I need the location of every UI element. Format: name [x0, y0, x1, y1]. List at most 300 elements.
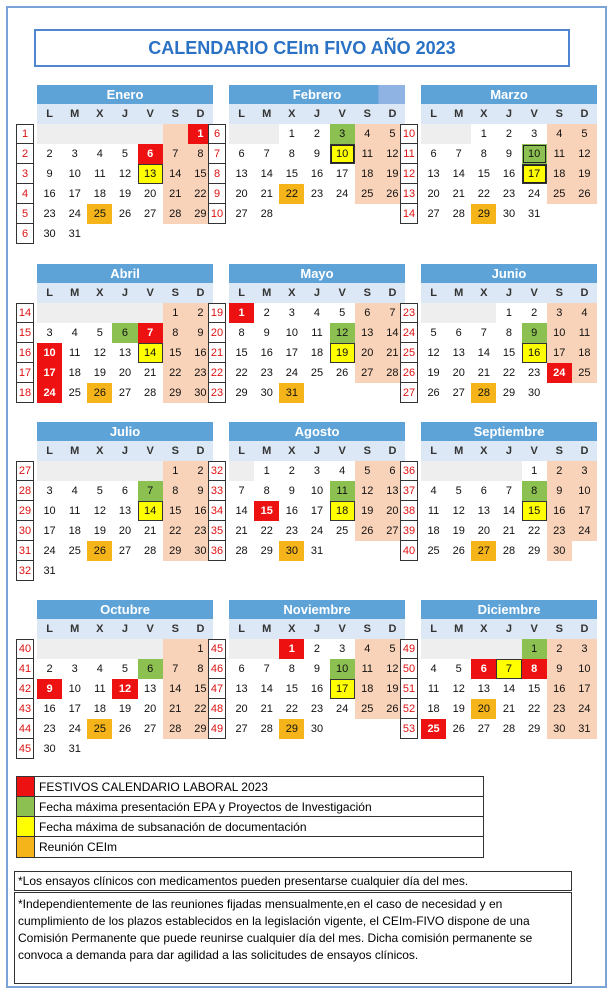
day-cell: 23 — [43, 723, 56, 735]
weekday-label: M — [262, 108, 272, 120]
weekday-label: J — [313, 623, 321, 635]
day-cell: 9 — [188, 323, 213, 343]
day-cell: 2 — [313, 643, 321, 655]
day-cell: 21 — [260, 703, 273, 715]
day-cell: 17 — [522, 164, 547, 184]
day-cell: 12 — [355, 481, 380, 501]
day-grid — [421, 124, 597, 224]
day-cell: 1 — [522, 639, 547, 659]
empty-day — [471, 303, 496, 323]
day-cell: 8 — [188, 659, 213, 679]
day-cell: 12 — [380, 659, 405, 679]
weekday-label: S — [171, 445, 179, 457]
day-cell: 19 — [452, 525, 465, 537]
day-cell: 19 — [452, 703, 465, 715]
legend-swatch — [17, 837, 35, 857]
day-cell: 24 — [528, 188, 541, 200]
day-cell: 16 — [188, 343, 213, 363]
weekday-label: M — [262, 287, 272, 299]
empty-day — [229, 124, 254, 144]
week-number: 14 — [400, 204, 418, 224]
empty-day — [229, 461, 254, 481]
empty-day — [37, 124, 62, 144]
day-cell: 7 — [238, 485, 245, 497]
day-cell: 2 — [313, 128, 321, 140]
day-cell: 25 — [336, 525, 349, 537]
day-cell: 5 — [339, 307, 346, 319]
day-cell: 17 — [572, 679, 597, 699]
day-cell: 25 — [355, 184, 380, 204]
month-marzo — [421, 85, 597, 224]
day-cell: 9 — [46, 168, 53, 180]
day-cell: 5 — [572, 124, 597, 144]
day-cell: 27 — [380, 521, 405, 541]
day-cell: 2 — [46, 663, 53, 675]
day-cell: 21 — [144, 525, 157, 537]
day-cell: 14 — [477, 347, 490, 359]
day-cell: 3 — [572, 461, 597, 481]
day-cell: 10 — [330, 144, 355, 164]
day-cell: 15 — [528, 683, 541, 695]
day-cell: 5 — [380, 124, 405, 144]
week-number: 11 — [400, 144, 418, 164]
day-cell: 12 — [118, 168, 132, 180]
day-cell: 12 — [452, 505, 465, 517]
weekday-label: V — [530, 445, 538, 457]
day-cell: 25 — [547, 184, 572, 204]
day-cell: 9 — [522, 323, 547, 343]
day-cell: 10 — [522, 144, 547, 164]
day-cell: 6 — [455, 327, 462, 339]
day-cell: 24 — [336, 188, 349, 200]
day-cell: 25 — [355, 699, 380, 719]
day-cell: 3 — [46, 485, 53, 497]
day-cell: 22 — [528, 703, 541, 715]
day-cell: 14 — [138, 343, 163, 363]
day-cell: 9 — [263, 327, 270, 339]
weekday-label: J — [313, 445, 321, 457]
day-cell: 27 — [144, 723, 157, 735]
day-cell: 14 — [260, 683, 273, 695]
day-cell: 21 — [502, 703, 516, 715]
empty-day — [112, 303, 137, 323]
day-cell: 6 — [121, 485, 129, 497]
day-cell: 20 — [471, 699, 496, 719]
day-cell: 29 — [188, 204, 213, 224]
day-cell: 5 — [121, 663, 129, 675]
empty-day — [62, 124, 87, 144]
week-number: 36 — [400, 461, 418, 481]
day-cell: 11 — [94, 683, 106, 695]
week-number: 12 — [400, 164, 418, 184]
day-cell: 2 — [188, 461, 213, 481]
day-cell: 27 — [118, 387, 132, 399]
day-cell: 28 — [163, 204, 188, 224]
day-cell: 3 — [531, 128, 538, 140]
day-cell: 26 — [87, 383, 112, 403]
week-number: 37 — [400, 481, 418, 501]
week-number: 35 — [208, 521, 226, 541]
day-cell: 13 — [235, 683, 248, 695]
day-cell: 16 — [547, 501, 572, 521]
empty-day — [446, 639, 471, 659]
day-cell: 30 — [547, 541, 572, 561]
week-number: 15 — [16, 323, 34, 343]
week-numbers — [400, 461, 418, 561]
weekday-label: V — [338, 287, 346, 299]
month-agosto — [229, 422, 405, 561]
day-cell: 11 — [355, 144, 380, 164]
weekday-label: M — [70, 287, 80, 299]
weekday-label: S — [363, 623, 371, 635]
week-number: 32 — [16, 561, 34, 581]
day-cell: 13 — [118, 505, 132, 517]
week-numbers — [208, 303, 226, 403]
day-cell: 29 — [163, 541, 188, 561]
day-cell: 28 — [260, 723, 273, 735]
day-cell: 2 — [547, 461, 572, 481]
week-number: 16 — [16, 343, 34, 363]
week-number: 9 — [208, 184, 226, 204]
day-cell: 26 — [118, 208, 132, 220]
day-cell: 3 — [288, 307, 295, 319]
day-cell: 25 — [68, 387, 81, 399]
week-number: 46 — [208, 659, 226, 679]
day-cell: 23 — [547, 699, 572, 719]
day-cell: 27 — [471, 541, 496, 561]
weekday-label: D — [388, 623, 397, 635]
week-number: 4 — [16, 184, 34, 204]
day-cell: 19 — [330, 343, 355, 363]
weekday-label: V — [146, 445, 154, 457]
day-cell: 8 — [263, 485, 270, 497]
empty-day — [62, 639, 87, 659]
day-cell: 7 — [263, 663, 270, 675]
day-cell: 26 — [355, 521, 380, 541]
day-cell: 28 — [144, 545, 157, 557]
day-cell: 30 — [310, 723, 324, 735]
day-cell: 27 — [235, 723, 248, 735]
day-cell: 10 — [310, 485, 324, 497]
weekday-label: M — [70, 623, 80, 635]
day-grid — [421, 303, 597, 403]
day-cell: 24 — [43, 545, 56, 557]
day-cell: 24 — [572, 699, 597, 719]
day-cell: 5 — [455, 663, 462, 675]
day-cell: 26 — [452, 723, 465, 735]
day-cell: 5 — [355, 461, 380, 481]
day-cell: 16 — [43, 188, 56, 200]
week-number: 13 — [400, 184, 418, 204]
day-cell: 3 — [71, 663, 78, 675]
day-cell: 4 — [71, 485, 78, 497]
week-number: 6 — [208, 124, 226, 144]
day-cell: 30 — [188, 383, 213, 403]
day-cell: 4 — [355, 639, 380, 659]
weekday-header — [229, 104, 405, 124]
weekday-label: V — [146, 108, 154, 120]
day-cell: 20 — [144, 703, 157, 715]
month-title: Julio — [37, 422, 213, 441]
week-number: 27 — [400, 383, 418, 403]
day-cell: 21 — [502, 525, 516, 537]
weekday-label: J — [505, 108, 513, 120]
day-cell: 31 — [528, 208, 541, 220]
day-cell: 11 — [547, 144, 572, 164]
day-cell: 24 — [547, 363, 572, 383]
weekday-label: L — [46, 287, 53, 299]
empty-day — [37, 461, 62, 481]
weekday-header — [421, 104, 597, 124]
day-cell: 11 — [427, 683, 440, 695]
month-title: Agosto — [229, 422, 405, 441]
day-cell: 20 — [452, 367, 465, 379]
week-numbers — [208, 461, 226, 561]
day-cell: 4 — [96, 148, 103, 160]
weekday-label: S — [171, 108, 179, 120]
weekday-header — [229, 619, 405, 639]
day-cell: 8 — [163, 323, 188, 343]
weekday-label: D — [196, 287, 205, 299]
day-cell: 9 — [188, 481, 213, 501]
week-number: 45 — [16, 739, 34, 759]
weekday-label: D — [580, 623, 589, 635]
day-cell: 7 — [138, 481, 163, 501]
empty-day — [471, 461, 496, 481]
day-cell: 18 — [427, 525, 440, 537]
day-cell: 8 — [163, 481, 188, 501]
day-cell: 14 — [163, 164, 188, 184]
weekday-label: X — [288, 108, 296, 120]
day-cell: 8 — [238, 327, 245, 339]
day-cell: 20 — [477, 525, 490, 537]
day-cell: 13 — [477, 505, 490, 517]
weekday-header — [37, 619, 213, 639]
weekday-label: X — [96, 287, 104, 299]
day-cell: 28 — [260, 208, 273, 220]
weekday-label: M — [454, 287, 464, 299]
weekday-label: S — [555, 445, 563, 457]
legend-swatch — [17, 817, 35, 836]
week-number: 17 — [16, 363, 34, 383]
day-cell: 15 — [188, 164, 213, 184]
day-cell: 2 — [531, 307, 538, 319]
day-cell: 22 — [477, 188, 490, 200]
day-cell: 25 — [310, 367, 324, 379]
week-number: 1 — [16, 124, 34, 144]
day-cell: 17 — [547, 343, 572, 363]
day-cell: 7 — [163, 144, 188, 164]
week-number: 7 — [208, 144, 226, 164]
day-cell: 31 — [310, 545, 324, 557]
day-cell: 17 — [285, 347, 298, 359]
weekday-label: X — [96, 108, 104, 120]
day-cell: 18 — [310, 347, 324, 359]
day-cell: 16 — [310, 683, 324, 695]
weekday-label: D — [388, 445, 397, 457]
day-cell: 4 — [430, 485, 437, 497]
weekday-label: D — [580, 108, 589, 120]
day-cell: 17 — [68, 703, 81, 715]
day-cell: 6 — [430, 148, 437, 160]
day-cell: 5 — [96, 485, 103, 497]
week-number: 45 — [208, 639, 226, 659]
day-cell: 10 — [68, 683, 81, 695]
day-cell: 13 — [144, 683, 157, 695]
day-cell: 10 — [547, 323, 572, 343]
day-cell: 30 — [528, 387, 541, 399]
day-cell: 20 — [118, 367, 132, 379]
legend-swatch — [17, 777, 35, 796]
day-grid — [229, 303, 405, 403]
day-cell: 13 — [452, 347, 465, 359]
weekday-label: X — [480, 287, 488, 299]
day-cell: 12 — [93, 505, 106, 517]
week-number: 20 — [208, 323, 226, 343]
legend-label: Reunión CEIm — [39, 840, 118, 854]
weekday-label: M — [70, 108, 80, 120]
weekday-label: D — [580, 445, 589, 457]
day-cell: 14 — [380, 323, 405, 343]
day-cell: 25 — [427, 545, 440, 557]
day-cell: 13 — [118, 347, 132, 359]
week-number: 33 — [208, 481, 226, 501]
empty-day — [37, 303, 62, 323]
day-cell: 2 — [263, 307, 270, 319]
day-cell: 12 — [452, 683, 465, 695]
day-cell: 18 — [355, 164, 380, 184]
month-title: Marzo — [421, 85, 597, 104]
day-cell: 11 — [69, 505, 81, 517]
day-cell: 1 — [263, 465, 270, 477]
day-cell: 27 — [118, 545, 132, 557]
day-cell: 26 — [452, 545, 465, 557]
day-cell: 14 — [502, 505, 516, 517]
day-cell: 12 — [380, 144, 405, 164]
weekday-label: L — [430, 623, 437, 635]
weekday-label: D — [388, 287, 397, 299]
day-cell: 1 — [480, 128, 487, 140]
weekday-label: M — [454, 108, 464, 120]
empty-day — [87, 461, 112, 481]
week-number: 23 — [208, 383, 226, 403]
weekday-label: X — [480, 445, 488, 457]
empty-day — [163, 639, 188, 659]
weekday-label: S — [171, 287, 179, 299]
weekday-label: D — [388, 108, 397, 120]
empty-day — [421, 639, 446, 659]
day-cell: 18 — [547, 164, 572, 184]
day-cell: 7 — [455, 148, 462, 160]
day-cell: 26 — [380, 699, 405, 719]
day-cell: 3 — [572, 639, 597, 659]
month-title: Octubre — [37, 600, 213, 619]
weekday-label: V — [146, 287, 154, 299]
day-cell: 13 — [380, 481, 405, 501]
day-cell: 28 — [380, 363, 405, 383]
day-cell: 27 — [144, 208, 157, 220]
empty-day — [446, 303, 471, 323]
weekday-label: V — [530, 287, 538, 299]
day-cell: 1 — [505, 307, 513, 319]
day-cell: 23 — [502, 188, 516, 200]
day-cell: 6 — [138, 144, 163, 164]
month-noviembre — [229, 600, 405, 739]
day-cell: 16 — [547, 679, 572, 699]
weekday-label: S — [363, 108, 371, 120]
day-cell: 17 — [336, 168, 349, 180]
empty-day — [112, 639, 137, 659]
week-numbers — [400, 124, 418, 224]
empty-day — [163, 124, 188, 144]
day-cell: 9 — [547, 659, 572, 679]
week-number: 24 — [400, 323, 418, 343]
weekday-label: S — [363, 287, 371, 299]
week-number: 32 — [208, 461, 226, 481]
day-cell: 19 — [572, 164, 597, 184]
week-number: 49 — [208, 719, 226, 739]
day-cell: 19 — [380, 164, 405, 184]
day-cell: 23 — [310, 188, 324, 200]
day-cell: 29 — [163, 383, 188, 403]
day-cell: 1 — [163, 461, 188, 481]
day-cell: 27 — [355, 363, 380, 383]
empty-day — [138, 461, 163, 481]
day-cell: 10 — [68, 168, 81, 180]
weekday-label: D — [196, 445, 205, 457]
week-number: 48 — [208, 699, 226, 719]
day-cell: 12 — [93, 347, 106, 359]
weekday-label: V — [530, 623, 538, 635]
empty-day — [62, 461, 87, 481]
day-cell: 20 — [355, 343, 380, 363]
day-cell: 4 — [313, 307, 321, 319]
weekday-label: M — [454, 623, 464, 635]
day-cell: 12 — [330, 323, 355, 343]
day-cell: 4 — [430, 663, 437, 675]
day-cell: 4 — [96, 663, 103, 675]
day-cell: 23 — [260, 367, 273, 379]
week-number: 30 — [16, 521, 34, 541]
day-cell: 4 — [547, 124, 572, 144]
note-submission: *Los ensayos clínicos con medicamentos pueden presentarse cualquier día del mes. — [14, 871, 572, 891]
legend-row — [17, 777, 483, 797]
day-cell: 17 — [310, 505, 324, 517]
weekday-label: J — [121, 287, 129, 299]
day-grid — [229, 639, 405, 739]
day-cell: 20 — [235, 703, 248, 715]
day-cell: 19 — [118, 188, 132, 200]
weekday-label: M — [262, 623, 272, 635]
day-cell: 8 — [522, 481, 547, 501]
day-cell: 6 — [238, 148, 245, 160]
week-number: 38 — [400, 501, 418, 521]
day-cell: 27 — [427, 208, 440, 220]
empty-day — [254, 639, 279, 659]
day-cell: 18 — [93, 703, 106, 715]
day-cell: 21 — [380, 343, 405, 363]
day-cell: 18 — [355, 679, 380, 699]
empty-day — [37, 639, 62, 659]
day-cell: 4 — [71, 327, 78, 339]
day-grid — [37, 639, 213, 759]
weekday-label: L — [238, 287, 245, 299]
weekday-header — [229, 441, 405, 461]
empty-day — [229, 639, 254, 659]
month-abril — [37, 264, 213, 403]
empty-day — [138, 124, 163, 144]
week-number: 53 — [400, 719, 418, 739]
